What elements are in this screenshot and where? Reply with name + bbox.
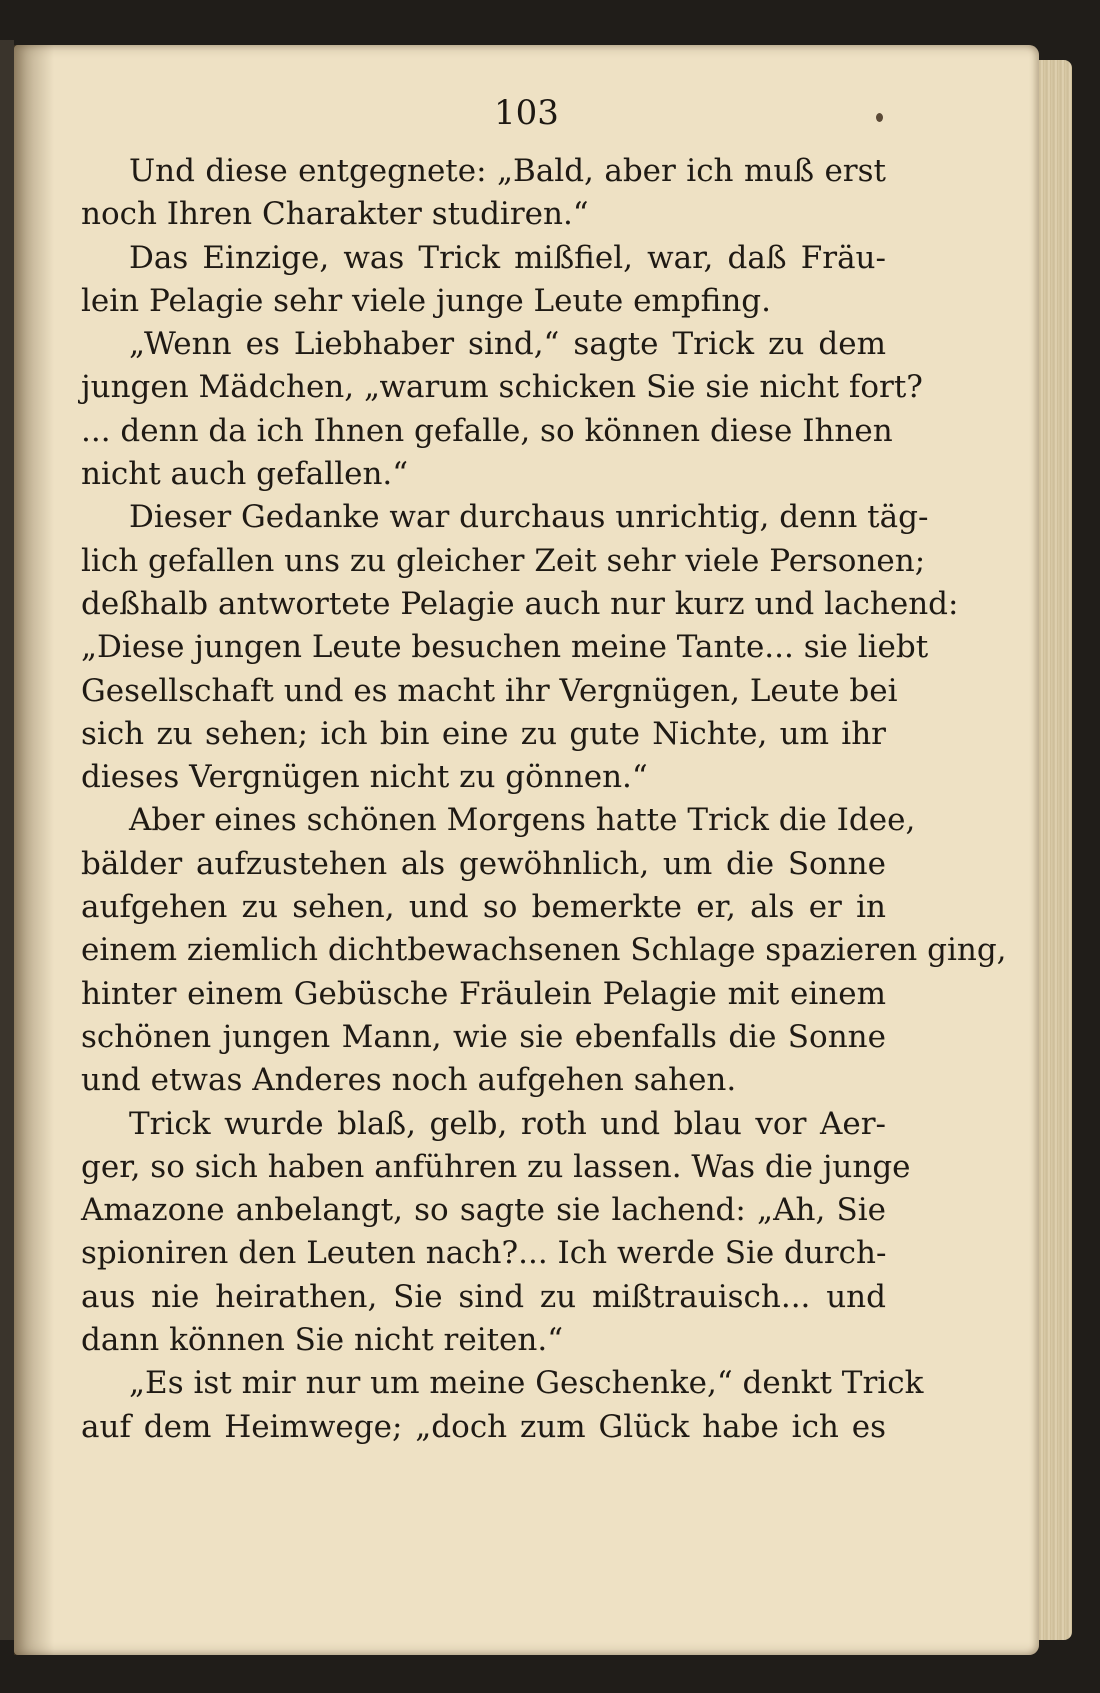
text-line: und etwas Anderes noch aufgehen sahen. bbox=[81, 1062, 737, 1099]
text-line: deßhalb antwortete Pelagie auch nur kurz und lachend: bbox=[81, 585, 959, 622]
text-line: schönen jungen Mann, wie sie ebenfalls die Sonne bbox=[81, 1018, 886, 1055]
text-line: jungen Mädchen, „warum schicken Sie sie nicht fort? bbox=[81, 369, 923, 406]
text-line: lein Pelagie sehr viele junge Leute empfing. bbox=[81, 282, 772, 319]
text-line: ger, so sich haben anführen zu lassen. Was die junge bbox=[81, 1148, 911, 1185]
text-line: „Wenn es Liebhaber sind,“ sagte Trick zu dem bbox=[129, 326, 886, 363]
text-line: Gesellschaft und es macht ihr Vergnügen, Leute bei bbox=[81, 672, 898, 709]
text-line: nicht auch gefallen.“ bbox=[81, 456, 409, 493]
text-line: hinter einem Gebüsche Fräulein Pelagie mit einem bbox=[81, 975, 886, 1012]
text-line: einem ziemlich dichtbewachsenen Schlage spazieren ging, bbox=[81, 932, 1007, 969]
text-line: auf dem Heimwege; „doch zum Glück habe ich es bbox=[81, 1408, 886, 1445]
text-line: lich gefallen uns zu gleicher Zeit sehr viele Personen; bbox=[81, 542, 926, 579]
text-line: aufgehen zu sehen, und so bemerkte er, als er in bbox=[81, 889, 886, 926]
text-line: „Es ist mir nur um meine Geschenke,“ denkt Trick bbox=[129, 1365, 924, 1402]
text-line: aus nie heirathen, Sie sind zu mißtrauisch... und bbox=[81, 1278, 886, 1315]
text-line: ... denn da ich Ihnen gefalle, so können diese Ihnen bbox=[81, 412, 893, 449]
text-line: Das Einzige, was Trick mißfiel, war, daß Fräu- bbox=[129, 239, 886, 276]
spine-shadow bbox=[14, 45, 54, 1655]
text-line: Trick wurde blaß, gelb, roth und blau vor Aer- bbox=[129, 1105, 886, 1142]
text-line: Und diese entgegnete: „Bald, aber ich muß erst bbox=[129, 153, 886, 189]
text-line: dieses Vergnügen nicht zu gönnen.“ bbox=[81, 759, 648, 796]
text-line: Aber eines schönen Morgens hatte Trick die Idee, bbox=[129, 802, 916, 839]
ink-spot bbox=[876, 113, 883, 122]
page-number: 103 bbox=[494, 93, 559, 133]
text-line: Amazone anbelangt, so sagte sie lachend: „Ah, Sie bbox=[81, 1192, 886, 1229]
text-line: dann können Sie nicht reiten.“ bbox=[81, 1322, 564, 1359]
text-line: bälder aufzustehen als gewöhnlich, um die Sonne bbox=[81, 845, 886, 882]
text-line: spioniren den Leuten nach?... Ich werde Sie durch- bbox=[81, 1235, 887, 1272]
book-cover-edge bbox=[0, 40, 14, 1640]
text-line: „Diese jungen Leute besuchen meine Tante... sie liebt bbox=[81, 629, 929, 666]
book-page bbox=[14, 45, 1039, 1655]
page-body-text bbox=[81, 150, 1007, 1449]
text-line: sich zu sehen; ich bin eine zu gute Nichte, um ihr bbox=[81, 715, 886, 752]
text-line: Dieser Gedanke war durchaus unrichtig, denn täg- bbox=[129, 499, 929, 536]
text-line: noch Ihren Charakter studiren.“ bbox=[81, 196, 589, 233]
